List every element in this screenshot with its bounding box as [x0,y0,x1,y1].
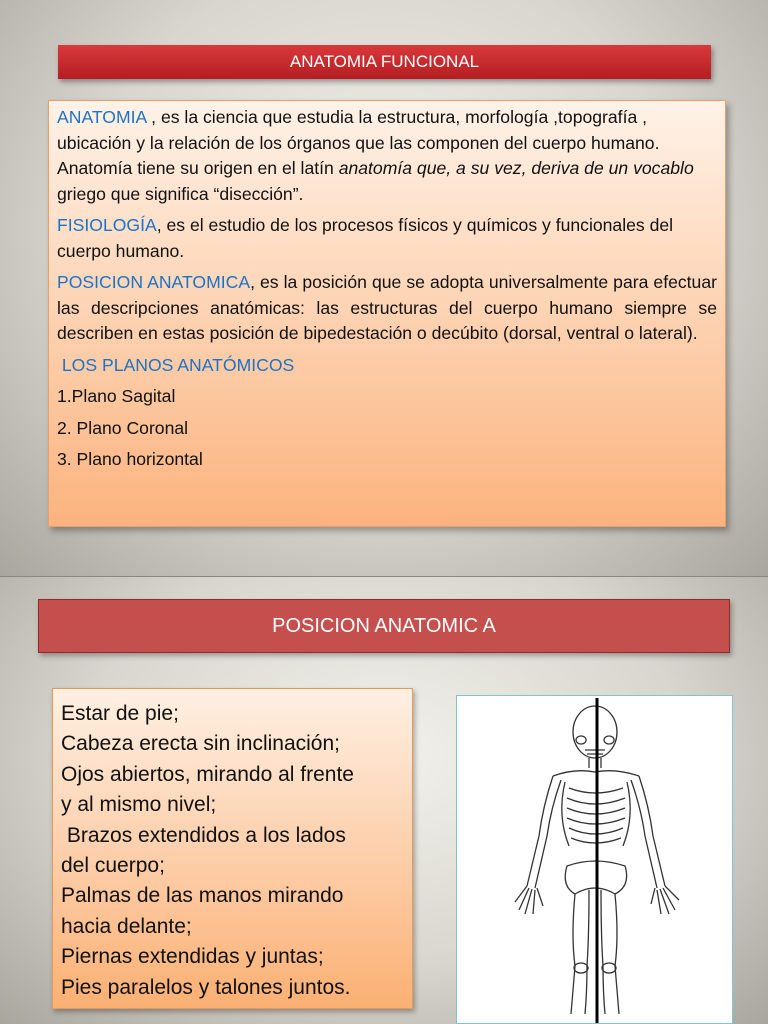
para-fisiologia-text: , es el estudio de los procesos físicos y químicos y funcionales del cuerpo humano. [57,215,674,261]
para-anatomia-italic: anatomía que, a su vez, deriva de un vocablo [338,158,694,178]
plane-item: 1.Plano Sagital [57,386,176,406]
posicion-line: hacia delante; [61,914,192,938]
skeleton-figure-image [456,695,733,1024]
para-fisiologia [57,213,717,264]
para-posicion-text: , es la posición que se adopta universalmente para efectuar las descripciones anatómicas: las estructuras del cuerpo humano siempre se describen en estas posición de bipedestación o decúbito (dorsal, ventral o lateral). [57,272,717,343]
para-anatomia-text: , es la ciencia que estudia la estructura, morfología ,topografía , ubicación y la relación de los órganos que las componen del cuerpo humano. Anatomía tiene su origen en el latín [57,107,660,178]
term-fisiologia: FISIOLOGÍA [57,215,157,235]
posicion-line: Ojos abiertos, mirando al frente [61,762,354,786]
posicion-line: Pies paralelos y talones juntos. [61,975,351,999]
slide2-title: POSICION ANATOMIC A [38,599,730,653]
para-anatomia [57,105,717,207]
term-posicion: POSICION ANATOMICA [57,272,251,292]
planes-heading: LOS PLANOS ANATÓMICOS [57,354,295,375]
plane-item: 2. Plano Coronal [57,417,189,438]
para-anatomia-text-end: griego que significa “disección”. [57,183,304,204]
slide-posicion-anatomica [0,577,768,1024]
posicion-line: Piernas extendidas y juntas; [61,945,324,969]
posicion-line: Estar de pie; [61,702,179,725]
posicion-line: del cuerpo; [61,854,165,878]
posicion-line: Palmas de las manos mirando [61,884,344,908]
posicion-line: y al mismo nivel; [61,793,217,817]
posicion-line: Brazos extendidos a los lados [61,823,346,847]
para-posicion [57,270,717,347]
posicion-line: Cabeza erecta sin inclinación; [61,732,340,756]
term-anatomia: ANATOMIA [57,107,147,127]
skeleton-drawing-icon [457,696,732,1023]
slide1-title: ANATOMIA FUNCIONAL [58,45,711,79]
plane-item: 3. Plano horizontal [57,449,203,469]
definitions-box [48,100,726,527]
posicion-list-box [52,688,413,1009]
